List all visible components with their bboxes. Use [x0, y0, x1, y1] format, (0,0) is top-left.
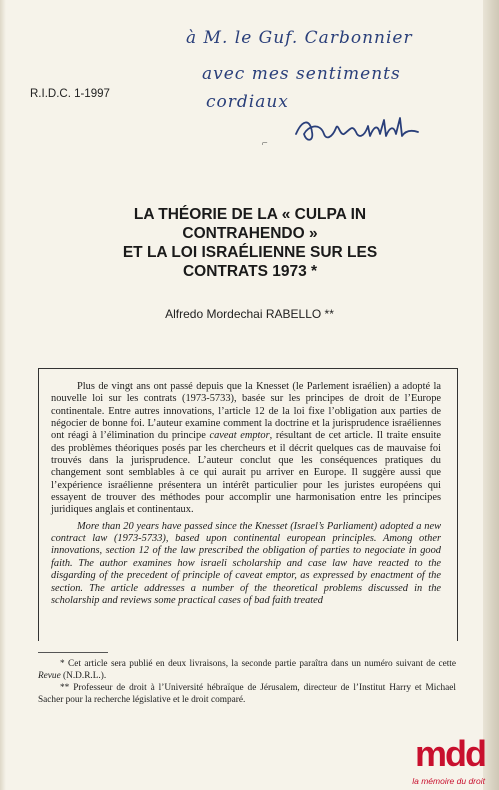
- logo-tagline: la mémoire du droit: [412, 776, 485, 786]
- handwritten-signature: [292, 112, 422, 148]
- abstract-english: More than 20 years have passed since the Knesset (Israel’s Parliament) adopted a new contract law (1973-5733), based upon continental european principles. Among other innovations, section 12 of the law prescribed the obligation of parties to negociate in good faith. The author examines how israeli scholarship and case law have reacted to the disgarding of the precedent of principle of caveat emptor, as expressed by enactment of the section. The article addresses a number of the theoretical problems discussed in the scholarship and reviews some practical cases of bad faith treated: [51, 520, 441, 606]
- journal-reference: R.I.D.C. 1-1997: [30, 88, 110, 100]
- abstract-french: Plus de vingt ans ont passé depuis que la Knesset (le Parlement israélien) a adopté la nouvelle loi sur les contrats (1973-5733), basée sur les principes de droit de l’Europe continentale. Entre autres innovations, l’article 12 de la loi fixe l’obligation aux parties de négocier de bonne foi. L’auteur examine comment la doctrine et la jurisprudence israéliennes ont réagi à l’élimination du principe caveat emptor, résultant de cet article. Il traite ensuite des problèmes théoriques posés par les chercheurs et il décrit quelques cas de mauvaise foi trouvés dans la jurisprudence. L’auteur conclut que les conséquences pratiques du changement sont semblables à ce qui aurait pu arriver en Europe. Il suggère aussi que l’expérience israélienne présentera un intérêt particulier pour les juristes européens qui essayent de trouver des méthodes pour accomplir une harmonisation entre les principes juridiques anglais et continentaux.: [51, 381, 441, 516]
- abstract-box: [38, 368, 458, 641]
- logo-mark: mdd: [415, 733, 485, 774]
- footnote-1: * Cet article sera publié en deux livraisons, la seconde partie paraîtra dans un numéro suivant de cette Revue (N.D.R.L.).: [38, 659, 456, 681]
- title-line: ET LA LOI ISRAÉLIENNE SUR LES: [122, 244, 378, 261]
- title-line: CONTRATS 1973 *: [182, 263, 318, 280]
- pencil-mark: ⌐: [262, 138, 268, 149]
- handwritten-dedication-line-1: à M. le Guf. Carbonnier: [186, 28, 413, 48]
- article-author: Alfredo Mordechai RABELLO **: [165, 307, 334, 321]
- title-line: LA THÉORIE DE LA « CULPA IN: [133, 206, 367, 223]
- handwritten-dedication-line-2: avec mes sentiments: [202, 64, 401, 84]
- footnote-rule: [38, 652, 108, 653]
- scan-right-edge: [483, 0, 499, 790]
- mdd-logo: [399, 734, 485, 786]
- handwritten-dedication-line-3: cordiaux: [206, 92, 289, 112]
- footnote-2: ** Professeur de droit à l’Université hébraïque de Jérusalem, directeur de l’Institut Harry et Michael Sacher pour la recherche législative et le droit comparé.: [38, 683, 456, 705]
- article-title: [60, 205, 440, 281]
- title-line: CONTRAHENDO »: [182, 225, 318, 242]
- footnotes: [38, 652, 456, 707]
- scan-left-edge: [0, 0, 6, 790]
